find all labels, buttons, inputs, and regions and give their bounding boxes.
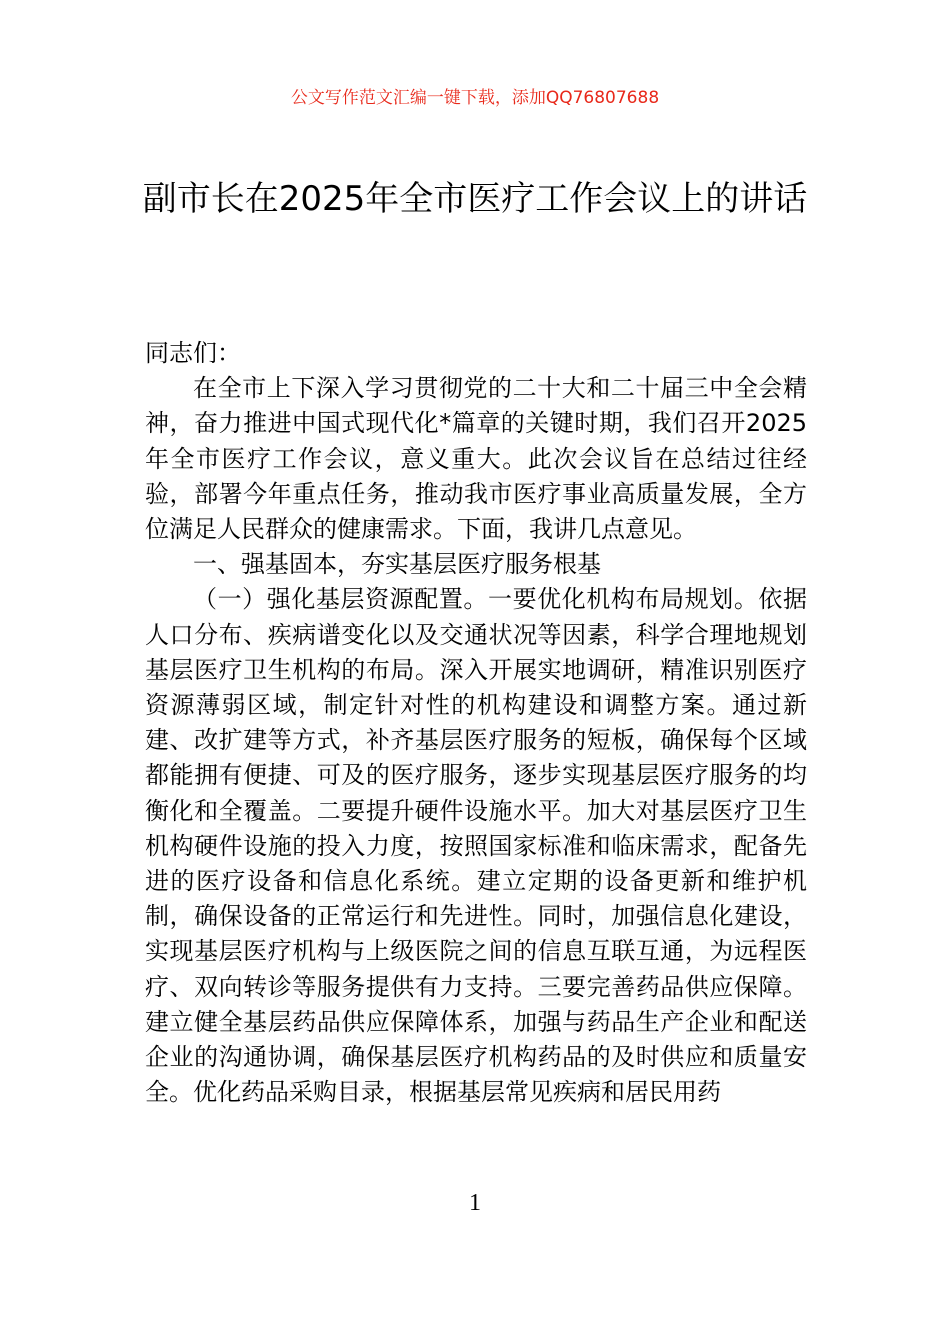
subsection-paragraph: （一）强化基层资源配置。一要优化机构布局规划。依据人口分布、疾病谱变化以及交通状况等因素，科学合理地规划基层医疗卫生机构的布局。深入开展实地调研，精准识别医疗资源薄弱区域，制定针对性的机构建设和调整方案。通过新建、改扩建等方式，补齐基层医疗服务的短板，确保每个区域都能拥有便捷、可及的医疗服务，逐步实现基层医疗服务的均衡化和全覆盖。二要提升硬件设施水平。加大对基层医疗卫生机构硬件设施的投入力度，按照国家标准和临床需求，配备先进的医疗设备和信息化系统。建立定期的设备更新和维护机制，确保设备的正常运行和先进性。同时，加强信息化建设，实现基层医疗机构与上级医院之间的信息互联互通，为远程医疗、双向转诊等服务提供有力支持。三要完善药品供应保障。建立健全基层药品供应保障体系，加强与药品生产企业和配送企业的沟通协调，确保基层医疗机构药品的及时供应和质量安全。优化药品采购目录，根据基层常见疾病和居民用药 [145,585,807,1107]
intro-paragraph: 在全市上下深入学习贯彻党的二十大和二十届三中全会精神，奋力推进中国式现代化*篇章的关键时期，我们召开2025年全市医疗工作会议，意义重大。此次会议旨在总结过往经验，部署今年重点任务，推动我市医疗事业高质量发展，全方位满足人民群众的健康需求。下面，我讲几点意见。 [145,374,807,544]
salutation: 同志们： [145,339,241,367]
header-note: 公文写作范文汇编一键下载，添加QQ76807688 [290,88,660,108]
document-body [145,336,807,1110]
section-heading: 一、强基固本，夯实基层医疗服务根基 [193,550,601,579]
page-title: 副市长在2025年全市医疗工作会议上的讲话 [142,179,808,219]
page-number: 1 [469,1190,481,1216]
